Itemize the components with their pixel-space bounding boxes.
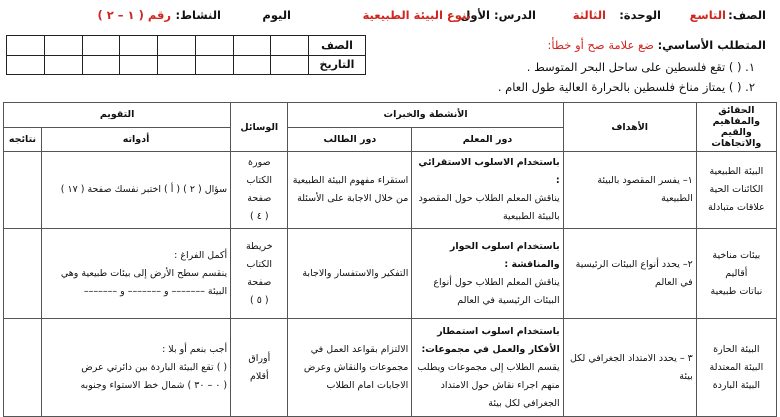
teacher-method: باستخدام الاسلوب الاستقرائي : [418,157,560,186]
result-cell [4,229,42,319]
eval-cell: أكمل الفراغ : ينقسم سطح الأرض إلى بيئات طبيعية وهي البيئة ––––––– و ––––––– و ––––––– [41,229,230,319]
teacher-cell [412,319,563,417]
prereq-label: المتطلب الأساسي: [657,38,766,52]
activity-label: النشاط: [175,8,221,22]
goal-cell: ٣ – يحدد الامتداد الجغرافي لكل بيئة [563,319,696,417]
goal-cell: ١– يفسر المقصود بالبيئة الطبيعية [563,152,696,229]
lesson-label: الدرس: الأول [460,8,536,22]
goal-cell: ٢– يحدد أنواع البيئات الرئيسية في العالم [563,229,696,319]
facts-cell: البيئة الطبيعية الكائنات الحية علاقات متبادلة [696,152,776,229]
grade-value: التاسع [689,8,726,22]
table-row [4,319,777,417]
student-cell: التفكير والاستفسار والاجابة [288,229,412,319]
teacher-text: يقسم الطلاب إلى مجموعات ويطلب منهم اجراء نقاش حول الامتداد الجغرافي لكل بيئة [417,361,560,409]
class-label: الصف [309,36,366,56]
result-cell [4,319,42,417]
prereq-question-1: ١. ( ) تقع فلسطين على ساحل البحر المتوسط . [526,60,755,74]
header-goals: الأهداف [563,103,696,152]
activity-value: رقم ( ١ – ٢ ) [97,8,171,22]
header-line [0,8,766,28]
eval-cell: سؤال ( ٢ ) ( أ ) اختبر نفسك صفحة ( ١٧ ) [41,152,230,229]
unit-value: الثالثة [572,8,606,22]
header-facts: الحقائق والمفاهيم والقيم والاتجاهات [696,103,776,152]
tools-cell: صورة الكتاب صفحة ( ٤ ) [231,152,288,229]
table-row [4,152,777,229]
lesson-plan-table [3,102,777,417]
tools-cell: خريطة الكتاب صفحة ( ٥ ) [231,229,288,319]
grade-label: الصف: [728,8,766,22]
teacher-text: يناقش المعلم الطلاب حول المقصود بالبيئة الطبيعية [418,193,560,222]
header-evaluation: التقويم [4,103,231,128]
date-label: التاريخ [309,55,366,75]
header-activities: الأنشطة والخبرات [288,103,563,128]
teacher-method: باستخدام اسلوب الحوار والمناقشة : [449,240,560,270]
header-student: دور الطالب [288,127,412,152]
header-teacher: دور المعلم [412,127,563,152]
facts-cell: البيئة الحارة البيئة المعتدلة البيئة الباردة [696,319,776,417]
lesson-value: تنوع البيئة الطبيعية [362,8,471,22]
teacher-cell [412,152,563,229]
table-row [4,229,777,319]
result-cell [4,152,42,229]
tools-cell: أوراق أقلام [231,319,288,417]
header-eval-tools: أدواته [41,127,230,152]
teacher-method: باستخدام اسلوب استمطار الأفكار والعمل في مجموعات: [421,325,560,355]
teacher-text: يناقش المعلم الطلاب حول أنواع البيئات الرئيسية في العالم [433,276,560,306]
eval-cell: أجب بنعم أو بلا : ( ) تقع البيئة الباردة بين دائرتي عرض ( ٠ – ٣٠ ) شمال خط الاستواء وجنوبه [41,319,230,417]
facts-cell: بيئات مناخية أقاليم نباتات طبيعية [696,229,776,319]
prereq-instruction: ضع علامة صح أو خطأ: [547,38,654,52]
student-cell: الالتزام بقواعد العمل في مجموعات والنقاش وعرض الاجابات امام الطلاب [288,319,412,417]
prerequisite-line [548,38,767,52]
class-date-table [6,35,366,75]
unit-label: الوحدة: [619,8,661,22]
header-results: نتائجه [4,127,42,152]
prereq-question-2: ٢. ( ) يمتاز مناخ فلسطين بالحرارة العالية طول العام . [497,80,755,94]
day-label: اليوم [262,8,291,22]
header-tools: الوسائل [231,103,288,152]
teacher-cell [412,229,563,319]
student-cell: استقراء مفهوم البيئة الطبيعية من خلال الاجابة على الأسئلة [288,152,412,229]
